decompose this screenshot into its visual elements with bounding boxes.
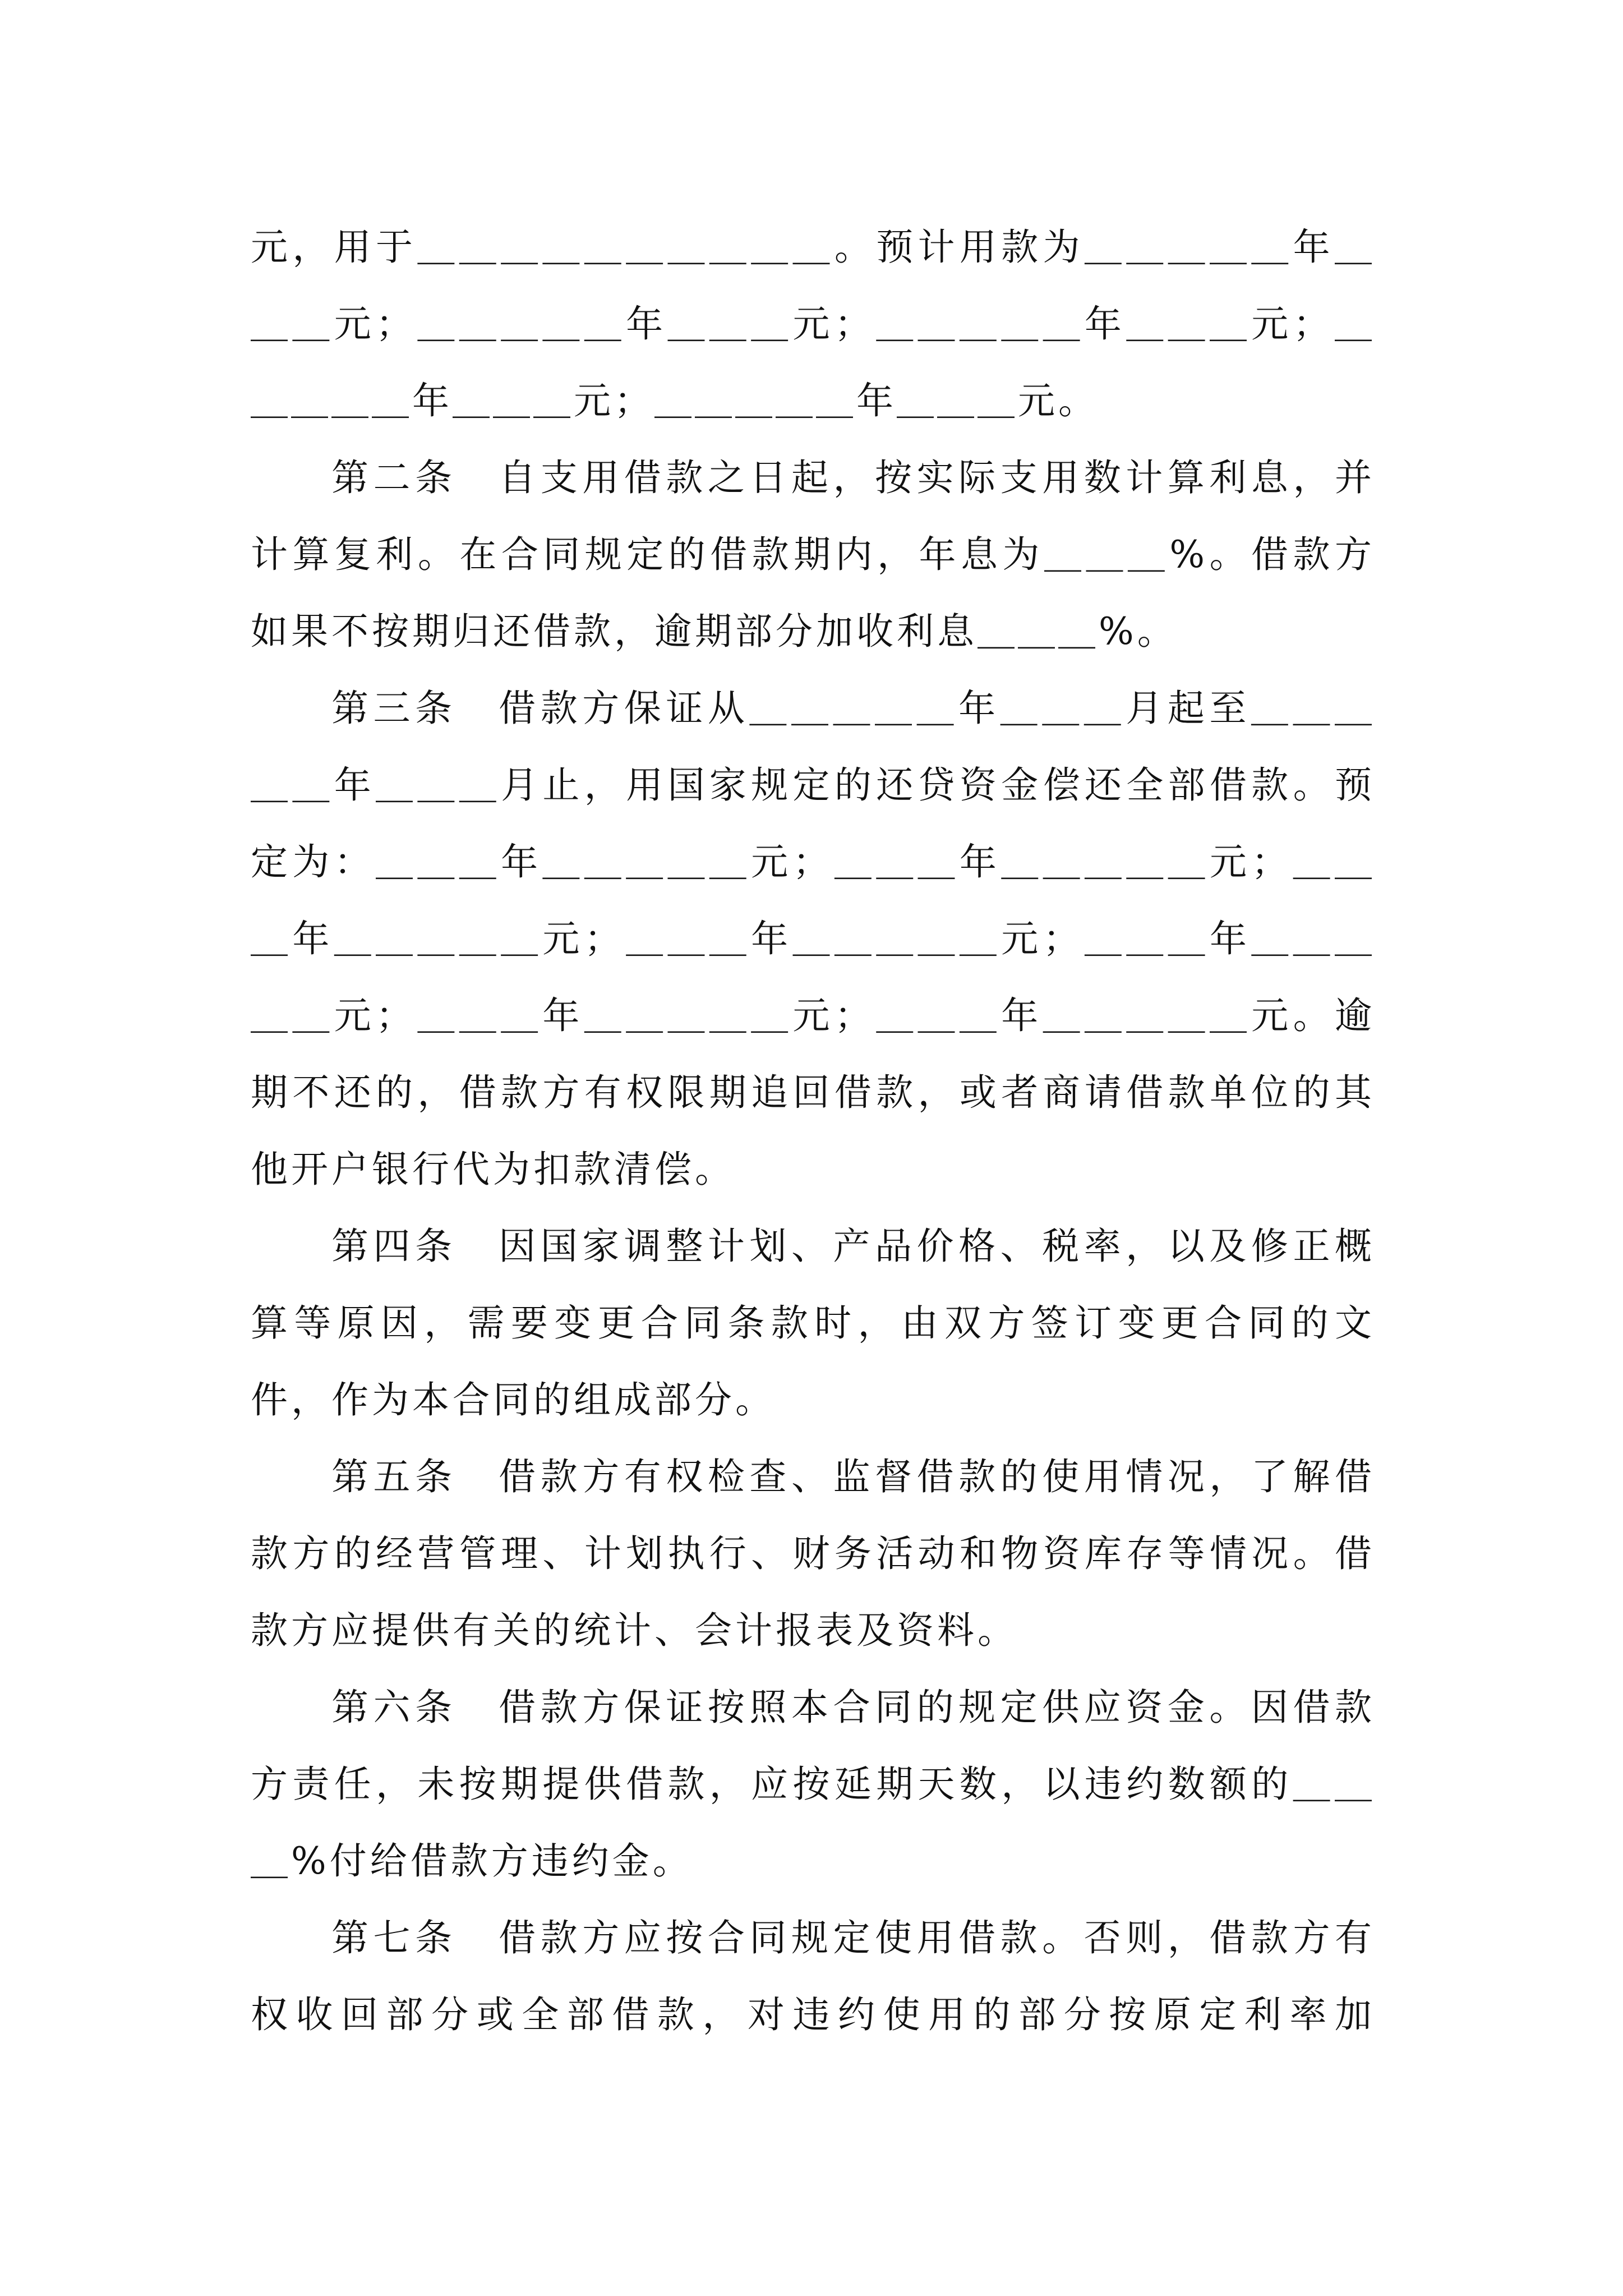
contract-body [251, 209, 1375, 2053]
paragraph-article-5: 第五条 借款方有权检查、监督借款的使用情况，了解借款方的经营管理、计划执行、财务活动和物资库存等情况。借款方应提供有关的统计、会计报表及资料。 [251, 1455, 1375, 1652]
paragraph-article-7: 第七条 借款方应按合同规定使用借款。否则，借款方有权收回部分或全部借款，对违约使用的部分按原定利率加 [251, 1916, 1375, 2036]
paragraph-fund-usage: 元，用于＿＿＿＿＿＿＿＿＿＿。预计用款为＿＿＿＿＿年＿＿＿元；＿＿＿＿＿年＿＿＿元；＿＿＿＿＿年＿＿＿元；＿＿＿＿＿年＿＿＿元；＿＿＿＿＿年＿＿＿元。 [251, 226, 1375, 422]
paragraph-article-6: 第六条 借款方保证按照本合同的规定供应资金。因借款方责任，未按期提供借款，应按延期天数，以违约数额的＿＿＿%付给借款方违约金。 [251, 1686, 1375, 1883]
paragraph-article-4: 第四条 因国家调整计划、产品价格、税率，以及修正概算等原因，需要变更合同条款时，由双方签订变更合同的文件，作为本合同的组成部分。 [251, 1225, 1375, 1421]
paragraph-article-2: 第二条 自支用借款之日起，按实际支用数计算利息，并计算复利。在合同规定的借款期内，年息为＿＿＿%。借款方如果不按期归还借款，逾期部分加收利息＿＿＿%。 [251, 456, 1375, 653]
paragraph-article-3: 第三条 借款方保证从＿＿＿＿＿年＿＿＿月起至＿＿＿＿＿年＿＿＿月止，用国家规定的还贷资金偿还全部借款。预定为：＿＿＿年＿＿＿＿＿元；＿＿＿年＿＿＿＿＿元；＿＿＿年＿＿＿＿＿元；＿＿＿年＿＿＿＿＿元；＿＿＿年＿＿＿＿＿元；＿＿＿年＿＿＿＿＿元；＿＿＿年＿＿＿＿＿元。逾期不还的，借款方有权限期追回借款，或者商请借款单位的其他开户银行代为扣款清偿。 [251, 687, 1375, 1191]
